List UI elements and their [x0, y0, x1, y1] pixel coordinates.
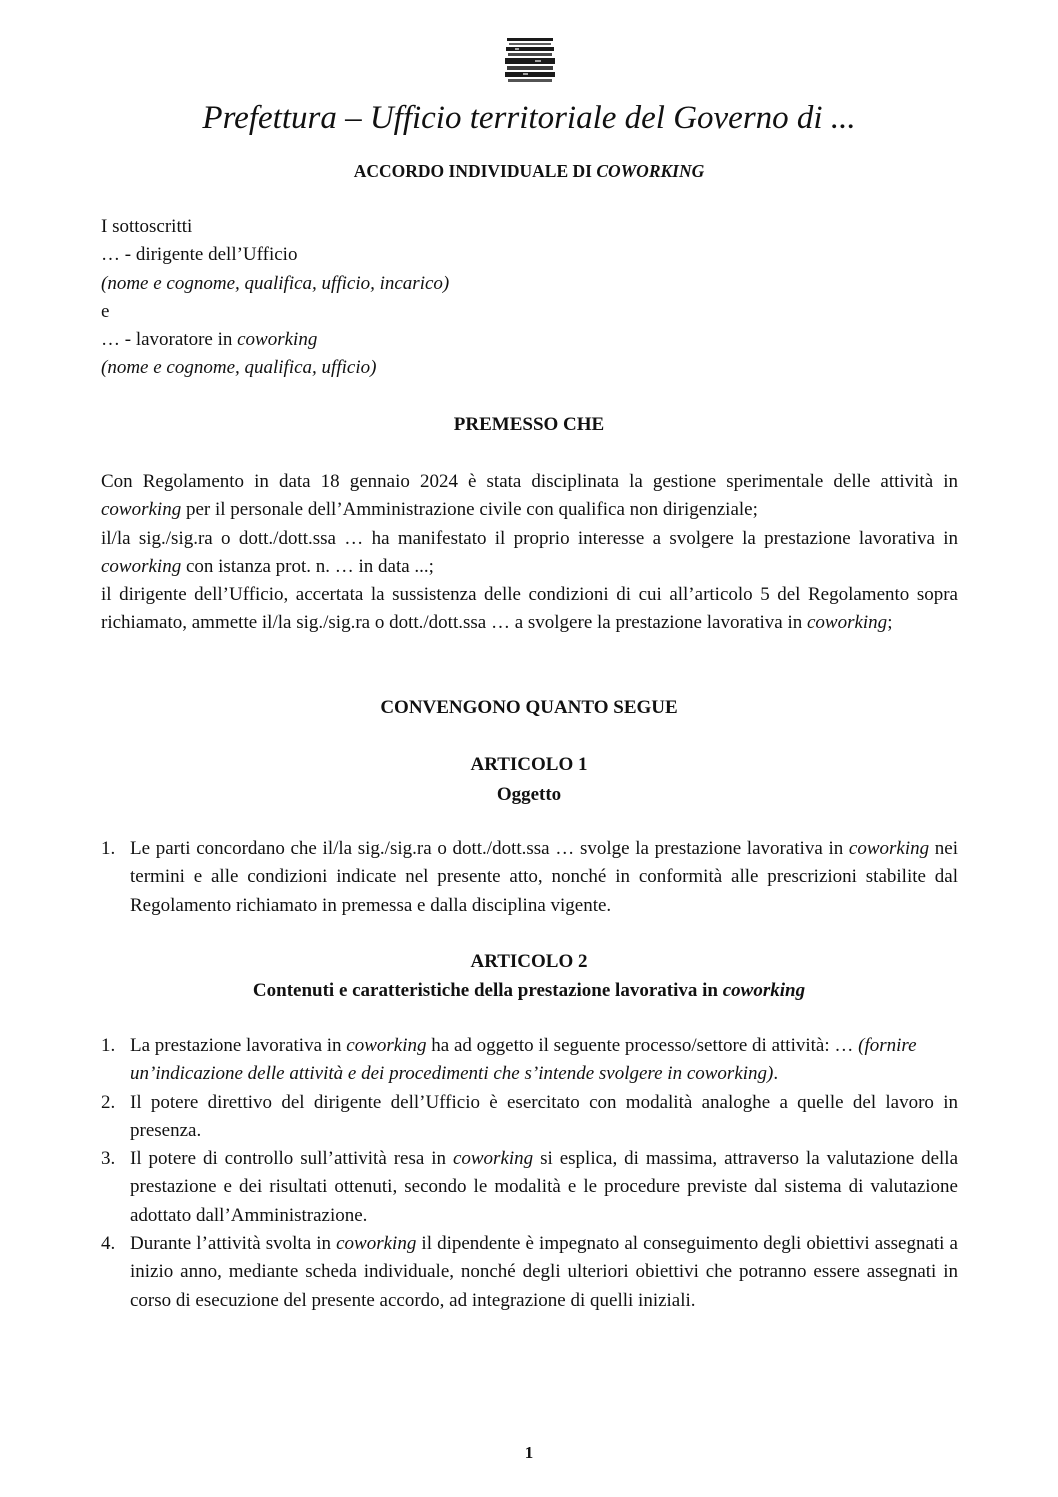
art1-item1-text: Le parti concordano che il/la sig./sig.ra o dott./dott.ssa … svolge la prestazione lavorativa in — [130, 838, 849, 859]
list-item-text — [130, 1230, 958, 1315]
art2-item1-note: (fornire un’indicazione delle attività e dei procedimenti che s’intende svolgere in coworking) — [130, 1035, 917, 1085]
premesso-p1-text: Con Regolamento in data 18 gennaio 2024 è stata disciplinata la gestione sperimentale delle attività in — [101, 471, 958, 492]
article-2-heading: ARTICOLO 2 — [470, 951, 588, 972]
list-item-number: 4. — [101, 1233, 116, 1255]
list-item-number: 3. — [101, 1148, 116, 1170]
party-lavoratore-text: … - lavoratore in — [101, 329, 238, 351]
list-item — [101, 835, 958, 920]
article-1-heading: ARTICOLO 1 — [470, 754, 588, 775]
document-title-italic: COWORKING — [596, 161, 705, 181]
premesso-p1-italic: coworking — [101, 499, 182, 521]
parties-conjunction: e — [101, 300, 110, 322]
art2-item1-end: . — [773, 1063, 779, 1085]
list-item — [101, 1032, 958, 1089]
premesso-p2-italic: coworking — [101, 555, 182, 577]
art2-item4-text: Durante l’attività svolta in — [130, 1233, 337, 1255]
art2-item3-end: si esplica, di massima, attraverso la valutazione della prestazione e dei risultati ottenuti, secondo le modalità e le procedure previste dal sistema di valutazione adottato dall’Amministrazione. — [130, 1148, 959, 1226]
list-item-text — [130, 1032, 958, 1089]
party-lavoratore — [101, 326, 958, 354]
art2-item3-text: Il potere di controllo sull’attività resa in — [130, 1148, 453, 1170]
premesso-p3-text: il dirigente dell’Ufficio, accertata la sussistenza delle condizioni di cui all’articolo 5 del Regolamento sopra richiamato, ammette il/la sig./sig.ra o dott./dott.ssa … a svolgere la prestazione lavorativa in — [101, 584, 958, 634]
article-1-list — [101, 835, 958, 920]
art2-item4-italic: coworking — [336, 1233, 417, 1255]
party-lavoratore-note: (nome e cognome, qualifica, ufficio) — [101, 357, 377, 379]
premesso-p1-end: per il personale dell’Amministrazione civile con qualifica non dirigenziale; — [181, 499, 758, 521]
art2-item1-text: La prestazione lavorativa in — [130, 1035, 347, 1056]
list-item-text — [130, 835, 958, 920]
premesso-heading: PREMESSO CHE — [453, 414, 605, 435]
article-1-subheading: Oggetto — [496, 784, 562, 805]
party-lavoratore-italic: coworking — [237, 329, 318, 351]
list-item — [101, 1089, 958, 1146]
convengono-heading: CONVENGONO QUANTO SEGUE — [380, 697, 678, 718]
parties-intro: I sottoscritti — [101, 216, 193, 237]
party-dirigente: … - dirigente dell’Ufficio — [101, 244, 298, 266]
parties-section — [101, 213, 958, 383]
list-item-number: 1. — [101, 838, 116, 859]
list-item-text: Il potere direttivo del dirigente dell’Ufficio è esercitato con modalità analoghe a quelle del lavoro in presenza. — [130, 1091, 958, 1141]
article-2-subheading-text: Contenuti e caratteristiche della prestazione lavorativa in — [252, 980, 723, 1001]
premesso-p2-end: con istanza prot. n. … in data ...; — [181, 555, 434, 577]
document-title-text: ACCORDO INDIVIDUALE DI — [353, 161, 597, 181]
premesso-paragraph-3 — [101, 581, 958, 638]
list-item-number: 1. — [101, 1035, 116, 1056]
list-item-text — [130, 1145, 958, 1230]
article-2-list — [101, 1032, 958, 1315]
art2-item1-italic: coworking — [346, 1035, 427, 1056]
art2-item1-mid: ha ad oggetto il seguente processo/settore di attività: … — [426, 1035, 859, 1056]
article-2-subheading — [0, 977, 1058, 1005]
emblem-logo — [505, 36, 555, 84]
list-item — [101, 1230, 958, 1315]
art2-item4-end: il dipendente è impegnato al conseguimento degli obiettivi assegnati a inizio anno, mediante scheda individuale, nonché degli ulteriori obiettivi che potranno essere assegnati in corso di esecuzione del presente accordo, ad integrazione di quelli iniziali. — [130, 1233, 958, 1311]
org-title: Prefettura – Ufficio territoriale del Governo di ... — [202, 100, 856, 136]
premesso-section — [101, 468, 958, 638]
premesso-paragraph-1 — [101, 468, 958, 525]
list-item-number: 2. — [101, 1091, 116, 1113]
party-dirigente-note: (nome e cognome, qualifica, ufficio, incarico) — [101, 272, 450, 294]
article-2-subheading-italic: coworking — [722, 980, 806, 1001]
premesso-p3-italic: coworking — [806, 612, 888, 634]
premesso-p2-text: il/la sig./sig.ra o dott./dott.ssa … ha manifestato il proprio interesse a svolgere la prestazione lavorativa in — [101, 527, 958, 549]
page-number: 1 — [524, 1443, 534, 1462]
premesso-paragraph-2 — [101, 525, 958, 582]
art1-item1-italic: coworking — [848, 838, 930, 859]
list-item — [101, 1145, 958, 1230]
document-title — [0, 158, 1058, 184]
art1-item1-end: nei termini e alle condizioni indicate nel presente atto, nonché in conformità alle prescrizioni stabilite dal Regolamento richiamato in premessa e dalla disciplina vigente. — [130, 838, 958, 916]
art2-item3-italic: coworking — [452, 1148, 534, 1170]
premesso-p3-end: ; — [887, 612, 893, 634]
